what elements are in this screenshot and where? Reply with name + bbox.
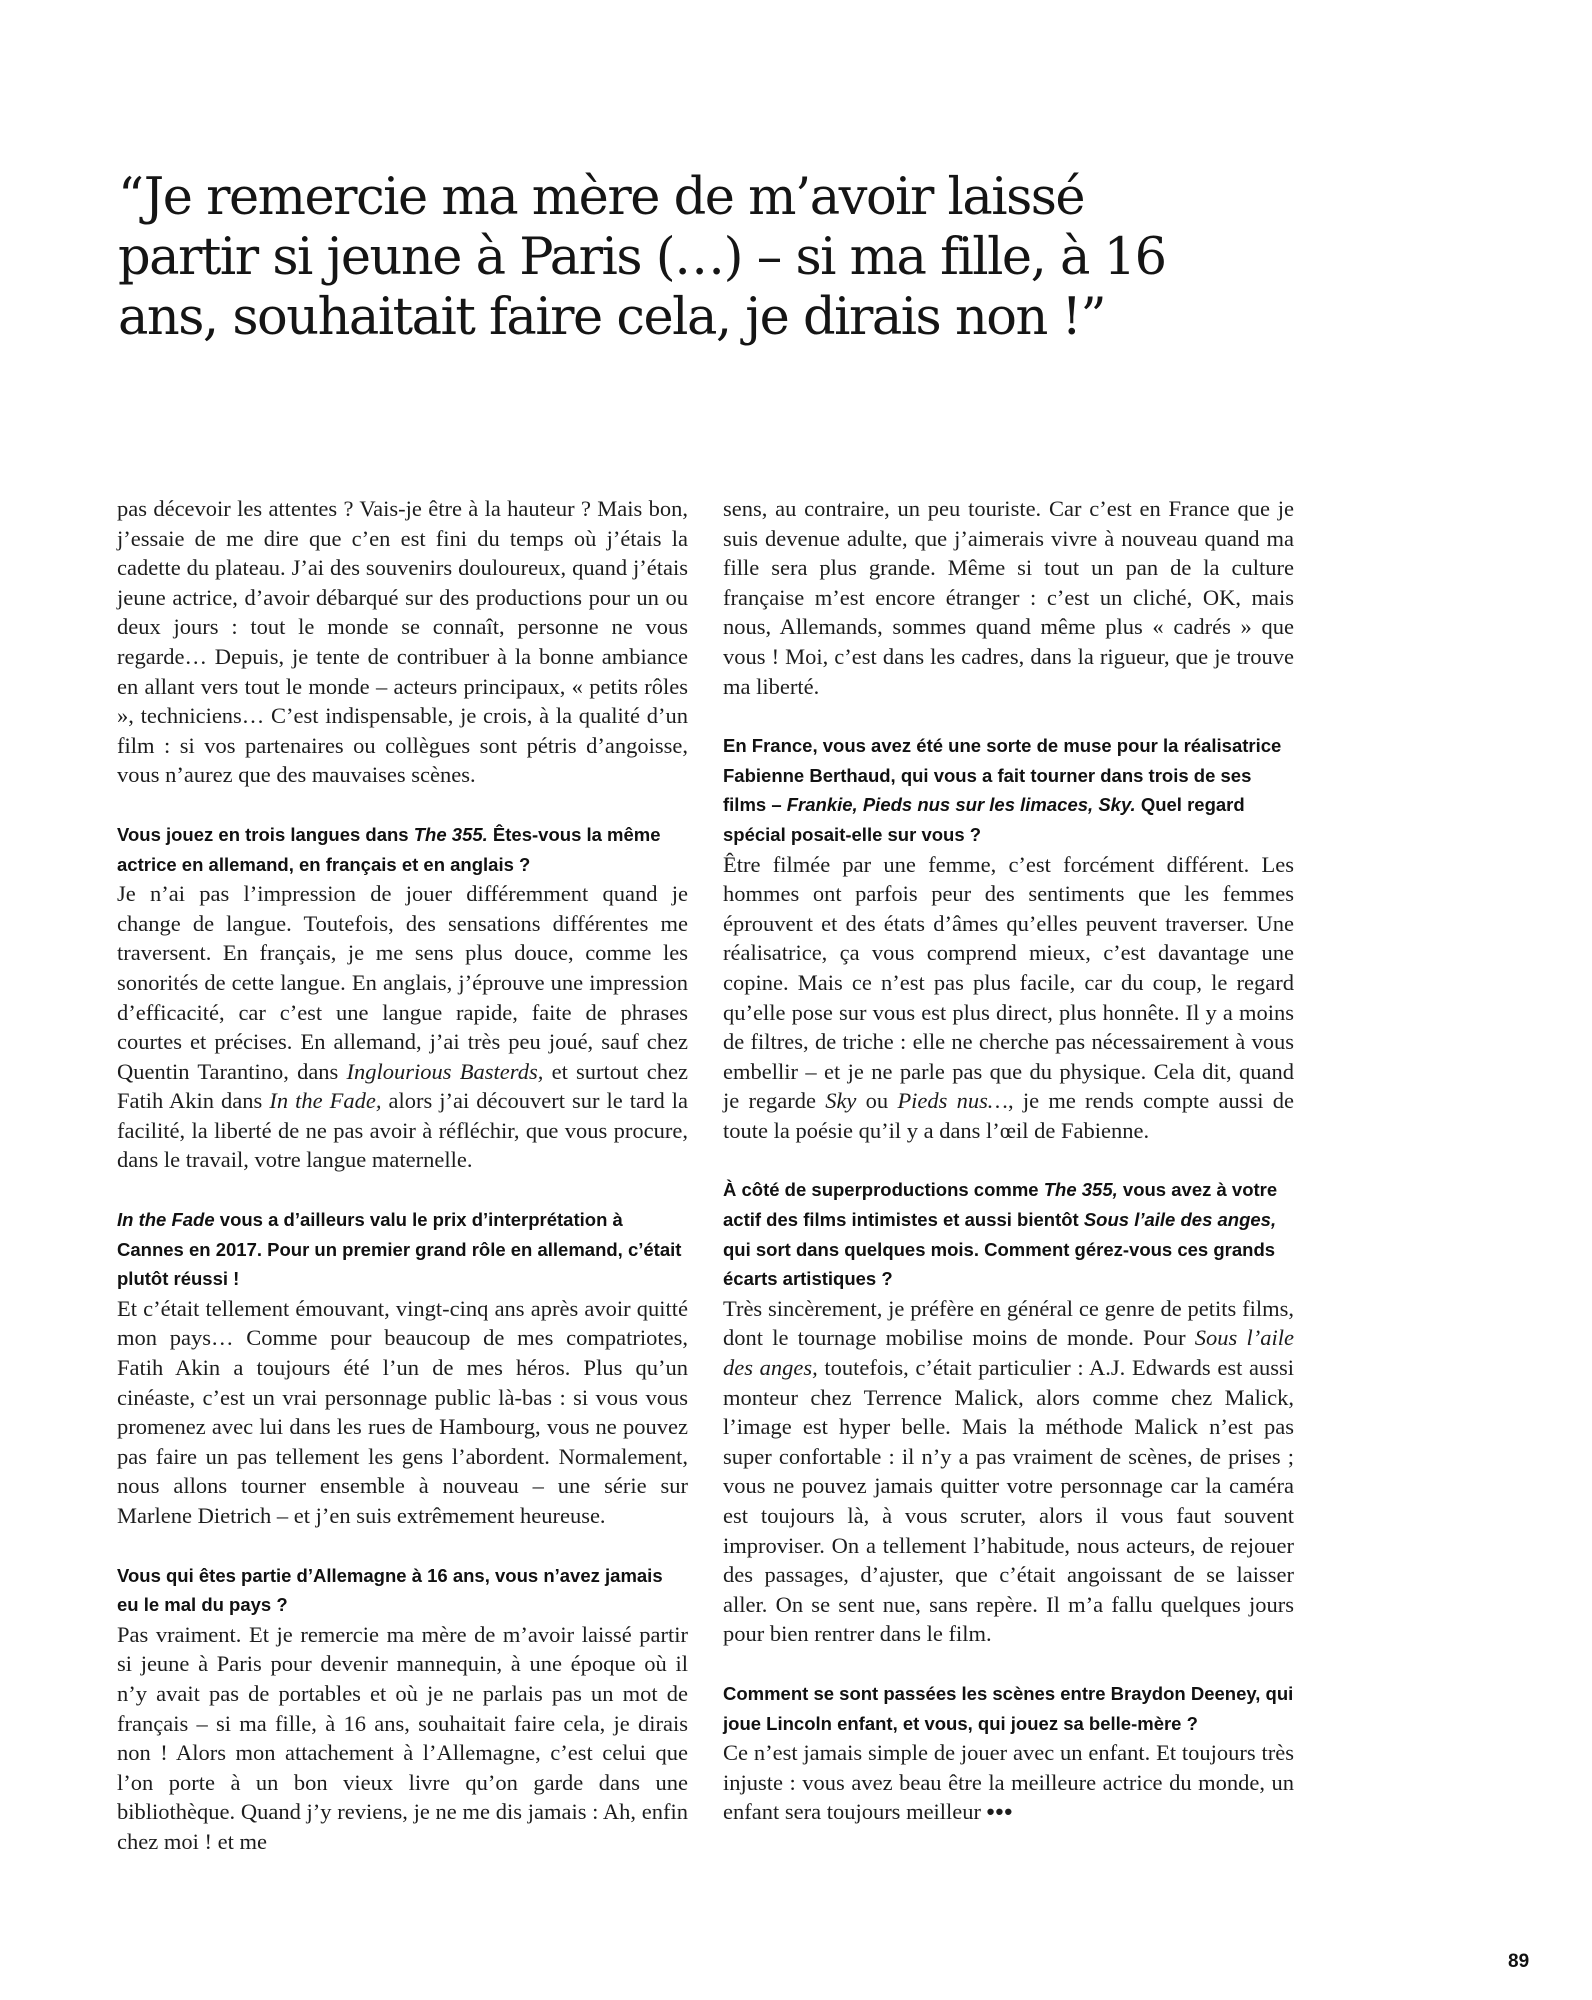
paragraph: sens, au contraire, un peu touriste. Car c’est en France que je suis devenue adulte, que j’aimerais vivre à nouveau quand ma fille sera plus grande. Même si tout un pan de la culture française m’est encore étranger : c’est un cliché, OK, mais nous, Allemands, sommes quand même plus « cadrés » que vous ! Moi, c’est dans les cadres, dans la rigueur, que je trouve ma liberté.: [723, 496, 1294, 699]
interview-answer: Et c’était tellement émouvant, vingt-cinq ans après avoir quitté mon pays… Comme pour beaucoup de mes compatriotes, Fatih Akin a toujours été l’un de mes héros. Plus qu’un cinéaste, c’est un vrai personnage public là-bas : si vous vous promenez avec lui dans les rues de Hambourg, vous ne pouvez pas faire un pas tellement les gens l’abordent. Normalement, nous allons tourner ensemble à nouveau – une série sur Marlene Dietrich – et j’en suis extrêmement heureuse.: [117, 1295, 688, 1528]
interview-question: À côté de superproductions comme The 355, vous avez à votre actif des films intimistes et aussi bientôt Sous l’aile des anges, qui sort dans quelques mois. Comment gérez-vous ces grands écarts artistiques ?: [723, 1179, 1278, 1290]
interview-answer: Pas vraiment. Et je remercie ma mère de m’avoir laissé partir si jeune à Paris pour devenir mannequin, à une époque où il n’y avait pas de portables et où je ne parlais pas un mot de français – si ma fille, à 16 ans, souhaitait faire cela, je dirais non ! Alors mon attachement à l’Allemagne, c’est celui que l’on porte à un bon vieux livre qu’on garde dans une bibliothèque. Quand j’y reviens, je ne me dis jamais : Ah, enfin chez moi ! et me: [117, 1621, 688, 1854]
interview-question: Vous qui êtes partie d’Allemagne à 16 ans, vous n’avez jamais eu le mal du pays ?: [117, 1564, 663, 1616]
interview-question: In the Fade vous a d’ailleurs valu le prix d’interprétation à Cannes en 2017. Pour un premier grand rôle en allemand, c’était plutôt réussi !: [117, 1209, 682, 1290]
interview-question: En France, vous avez été une sorte de muse pour la réalisatrice Fabienne Berthaud, qui vous a fait tourner dans trois de ses films – Frankie, Pieds nus sur les limaces, Sky. Quel regard spécial posait-elle sur vous ?: [723, 735, 1282, 845]
interview-answer: Je n’ai pas l’impression de jouer différemment quand je change de langue. Toutefois, des sensations différentes me traversent. En français, je me sens plus douce, comme les sonorités de cette langue. En anglais, j’éprouve une impression d’efficacité, car c’est une langue rapide, faite de phrases courtes et précises. En allemand, j’ai très peu joué, sauf chez Quentin Tarantino, dans Inglourious Basterds, et surtout chez Fatih Akin dans In the Fade, alors j’ai découvert sur le tard la facilité, la liberté de ne pas avoir à réfléchir, que vous procure, dans le travail, votre langue maternelle.: [117, 881, 688, 1173]
right-column: [723, 494, 1294, 1827]
paragraph: pas décevoir les attentes ? Vais-je être à la hauteur ? Mais bon, j’essaie de me dire que c’en est fini du temps où j’étais la cadette du plateau. J’ai des souvenirs douloureux, quand j’étais jeune actrice, d’avoir débarqué sur des productions pour un ou deux jours : tout le monde se connaît, personne ne vous regarde… Depuis, je tente de contribuer à la bonne ambiance en allant vers tout le monde – acteurs principaux, « petits rôles », techniciens… C’est indispensable, je crois, à la qualité d’un film : si vos partenaires ou collègues sont pétris d’angoisse, vous n’aurez que des mauvaises scènes.: [117, 496, 688, 788]
pull-quote: “Je remercie ma mère de m’avoir laissé partir si jeune à Paris (…) – si ma fille, à 16 ans, souhaitait faire cela, je dirais non !”: [118, 168, 1166, 347]
continued-marker: •••: [986, 1799, 1014, 1825]
page-number: 89: [1508, 1951, 1530, 1972]
left-column: [117, 494, 688, 1857]
interview-answer: Très sincèrement, je préfère en général ce genre de petits films, dont le tournage mobilise moins de monde. Pour Sous l’aile des anges, toutefois, c’était particulier : A.J. Edwards est aussi monteur chez Terrence Malick, alors comme chez Malick, l’image est hyper belle. Mais la méthode Malick n’est pas super confortable : il n’y a pas vraiment de scènes, de prises ; vous ne pouvez jamais quitter votre personnage car la caméra est toujours là, à vous scruter, alors il vous faut souvent improviser. On a tellement l’habitude, nous acteurs, de rejouer des passages, d’ajuster, que c’était angoissant de se laisser aller. On se sent nue, sans repère. Il m’a fallu quelques jours pour bien rentrer dans le film.: [723, 1295, 1294, 1647]
interview-answer: Ce n’est jamais simple de jouer avec un enfant. Et toujours très injuste : vous avez beau être la meilleure actrice du monde, un enfant sera toujours meilleur •••: [723, 1740, 1294, 1825]
interview-answer: Être filmée par une femme, c’est forcément différent. Les hommes ont parfois peur des sentiments que les femmes éprouvent et des états d’âmes qu’elles peuvent traverser. Une réalisatrice, ça vous comprend mieux, c’est davantage une copine. Mais ce n’est pas plus facile, car du coup, le regard qu’elle pose sur vous est plus direct, plus honnête. Il y a moins de filtres, de triche : elle ne cherche pas nécessairement à vous embellir – et je ne parle pas que du physique. Cela dit, quand je regarde Sky ou Pieds nus…, je me rends compte aussi de toute la poésie qu’il y a dans l’œil de Fabienne.: [723, 851, 1295, 1143]
interview-question: Vous jouez en trois langues dans The 355. Êtes-vous la même actrice en allemand, en français et en anglais ?: [117, 823, 661, 875]
interview-question: Comment se sont passées les scènes entre Braydon Deeney, qui joue Lincoln enfant, et vous, qui jouez sa belle-mère ?: [723, 1682, 1294, 1734]
